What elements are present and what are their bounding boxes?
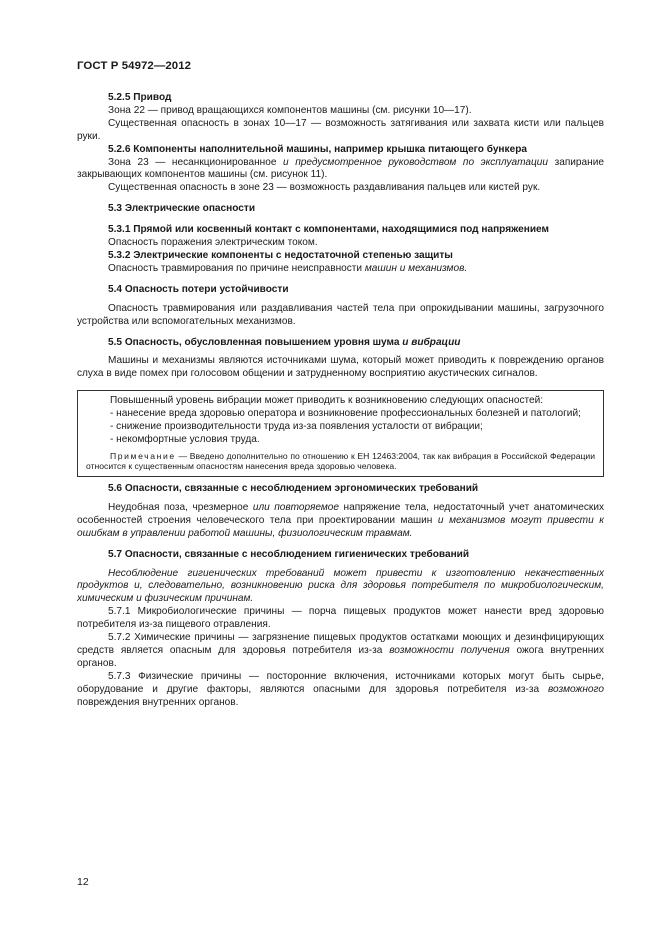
paragraph: Опасность поражения электрическим током. xyxy=(108,237,318,249)
page-number: 12 xyxy=(77,876,89,888)
italic-text-run: или повторяемое xyxy=(252,501,340,513)
note-text: — Введено дополнительно по отношению к ЕН 12463:2004, так как вибрация в Российской Федерации относится к существенным опасностям нанесения вреда здоровью человека. xyxy=(86,450,595,472)
bordered-insert-box xyxy=(77,390,604,477)
note-label: Примечание xyxy=(110,450,176,461)
section-heading-5-6: 5.6 Опасности, связанные с несоблюдением эргономических требований xyxy=(108,483,479,495)
section-heading-5-3: 5.3 Электрические опасности xyxy=(108,203,256,215)
paragraph-italic xyxy=(77,568,604,607)
italic-heading-run: и вибрации xyxy=(402,336,461,348)
italic-text-run: и предусмотренное руководством по эксплуатации xyxy=(283,156,549,168)
italic-text-run: возможного xyxy=(547,683,604,695)
text-run: ожога внутренних органов. xyxy=(77,645,604,669)
section-heading-5-5 xyxy=(77,337,604,350)
box-list-item: - некомфортные условия труда. xyxy=(110,433,260,445)
section-heading-5-2-5: 5.2.5 Привод xyxy=(108,92,172,103)
paragraph-5-7-3 xyxy=(77,671,604,710)
paragraph: Машины и механизмы являются источниками шума, который может приводить к повреждению органов слуха в виде помех при голосовом общении и затрудненному восприятию акустических сигналов. xyxy=(77,355,604,380)
paragraph xyxy=(77,502,604,541)
section-heading-5-2-6: 5.2.6 Компоненты наполнительной машины, например крышка питающего бункера xyxy=(108,143,527,155)
paragraph: Зона 22 — привод вращающихся компонентов машины (см. рисунки 10—17). xyxy=(108,104,472,116)
text-run: 5.7.2 Химические причины — загрязнение пищевых продуктов остатками моющих и дезинфицирующих средств является опасным для здоровья потребителя из-за xyxy=(77,632,604,656)
paragraph-5-7-1: 5.7.1 Микробиологические причины — порча пищевых продуктов может нанести вред здоровью потребителя из-за пищевого отравления. xyxy=(77,606,604,631)
box-list-item: - нанесение вреда здоровью оператора и возникновение профессиональных болезней и патологий; xyxy=(110,408,581,420)
section-heading-5-4: 5.4 Опасность потери устойчивости xyxy=(108,283,289,295)
italic-text-run: машин и механизмов. xyxy=(364,262,468,274)
text-run: Неудобная поза, чрезмерное xyxy=(108,501,253,513)
box-intro: Повышенный уровень вибрации может приводить к возникновению следующих опасностей: xyxy=(110,395,544,407)
section-heading-5-3-2: 5.3.2 Электрические компоненты с недостаточной степенью защиты xyxy=(108,249,453,261)
text-run: напряжение тела, недостаточный учет анатомических особенностей строения человеческого тела при проектировании машин xyxy=(77,501,605,526)
text-run: повреждения внутренних органов. xyxy=(77,696,239,708)
italic-text-run: и механизмов могут привести к ошибкам в управлении работой машины, физиологическим травмам. xyxy=(77,514,604,539)
paragraph: Опасность травмирования или раздавливания частей тела при опрокидывании машины, загрузочного устройства или вспомогательных механизмов. xyxy=(77,302,604,327)
heading-text-run: 5.5 Опасность, обусловленная повышением уровня шума xyxy=(108,336,403,348)
text-run: 5.7.3 Физические причины — посторонние включения, источниками которых могут быть сырье, оборудование и другие факторы, являются опасными для здоровья потребителя из-за xyxy=(77,670,604,695)
text-run: Опасность травмирования по причине неисправности xyxy=(108,262,365,274)
paragraph: Существенная опасность в зонах 10—17 — возможность затягивания или захвата кисти или пальцев руки. xyxy=(77,117,604,142)
text-run: Зона 23 — несанкционированное xyxy=(108,156,284,168)
box-list-item: - снижение производительности труда из-за появления усталости от вибрации; xyxy=(110,421,483,433)
paragraph-5-7-2 xyxy=(77,632,604,671)
page-content xyxy=(77,92,604,710)
paragraph: Существенная опасность в зоне 23 — возможность раздавливания пальцев или кистей рук. xyxy=(108,182,541,194)
section-heading-5-7: 5.7 Опасности, связанные с несоблюдением гигиенических требований xyxy=(108,548,470,560)
standard-header: ГОСТ Р 54972—2012 xyxy=(77,60,192,72)
text-run: запирание закрывающих компонентов машины (см. рисунок 11). xyxy=(77,156,604,181)
paragraph xyxy=(77,263,604,276)
box-note xyxy=(86,451,595,472)
paragraph xyxy=(77,157,604,183)
section-heading-5-3-1: 5.3.1 Прямой или косвенный контакт с компонентами, находящимися под напряжением xyxy=(108,224,549,236)
italic-text-run: Несоблюдение гигиенических требований может привести к изготовлению некачественных продуктов и, следовательно, возникновению риска для здоровья потребителя по микробиологическим, химическим и физическим причинам. xyxy=(77,567,604,605)
italic-text-run: возможности получения xyxy=(389,645,510,656)
